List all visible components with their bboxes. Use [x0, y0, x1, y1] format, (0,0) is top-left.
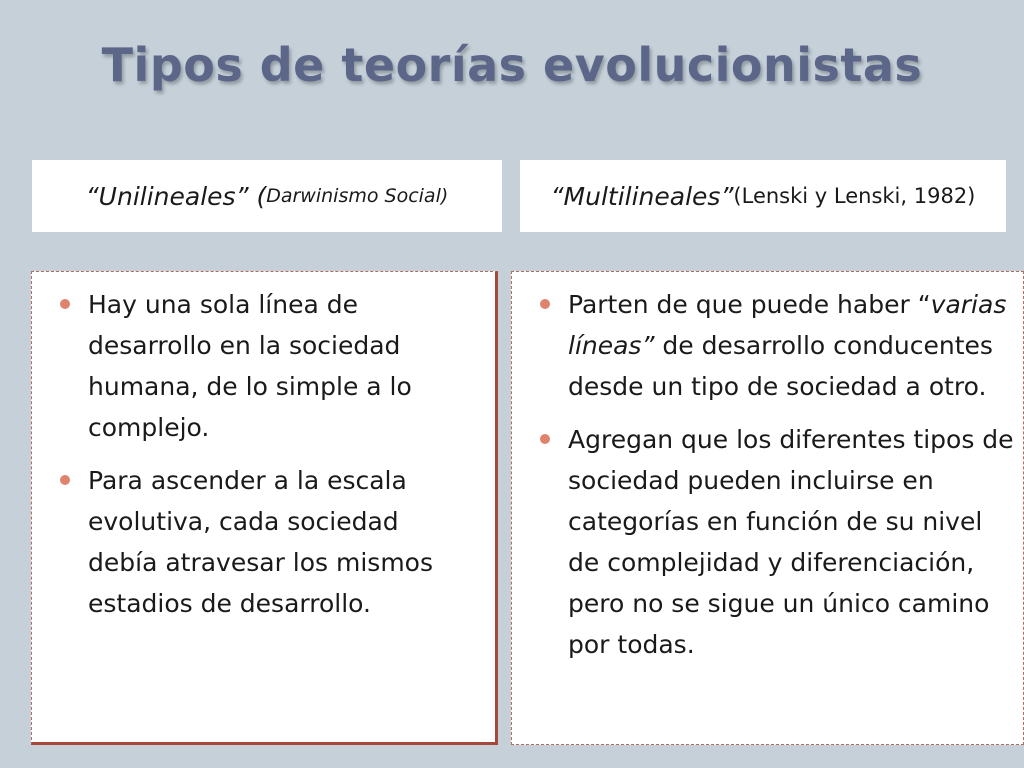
unilineales-heading: “Unilineales” (: [85, 181, 267, 211]
bullet-text: Agregan que los diferentes tipos de sociedad pueden incluirse en categorías en función de su nivel de complejidad y diferenciación, pero no se sigue un único camino por todas.: [568, 425, 1014, 659]
multilineales-citation: (Lenski y Lenski, 1982): [733, 184, 976, 208]
multilineales-heading: “Multilineales”: [550, 181, 734, 211]
bullet-icon: [60, 299, 70, 309]
bullet-text: Hay una sola línea de desarrollo en la sociedad humana, de lo simple a lo complejo.: [88, 290, 412, 442]
unilineales-header: [32, 160, 502, 232]
multilineales-content: [511, 271, 1024, 745]
bullet-text-pre: Parten de que puede haber “: [568, 290, 931, 319]
list-item: [536, 284, 1017, 407]
list-item: [56, 460, 475, 624]
unilineales-list: [32, 272, 495, 624]
multilineales-header: [520, 160, 1006, 232]
bullet-icon: [60, 475, 70, 485]
slide-title: Tipos de teorías evolucionistas: [101, 38, 923, 92]
multilineales-list: [512, 272, 1023, 665]
bullet-text-italic: varias líneas”: [568, 290, 1007, 360]
bullet-text: Para ascender a la escala evolutiva, cada sociedad debía atravesar los mismos estadios de desarrollo.: [88, 466, 434, 618]
list-item: [56, 284, 475, 448]
bullet-icon: [540, 299, 550, 309]
bullet-icon: [540, 434, 550, 444]
bullet-text-post: de desarrollo conducentes desde un tipo de sociedad a otro.: [568, 331, 993, 401]
list-item: [536, 419, 1017, 665]
unilineales-subheading: Darwinismo Social): [266, 185, 449, 207]
unilineales-content: [31, 271, 498, 745]
